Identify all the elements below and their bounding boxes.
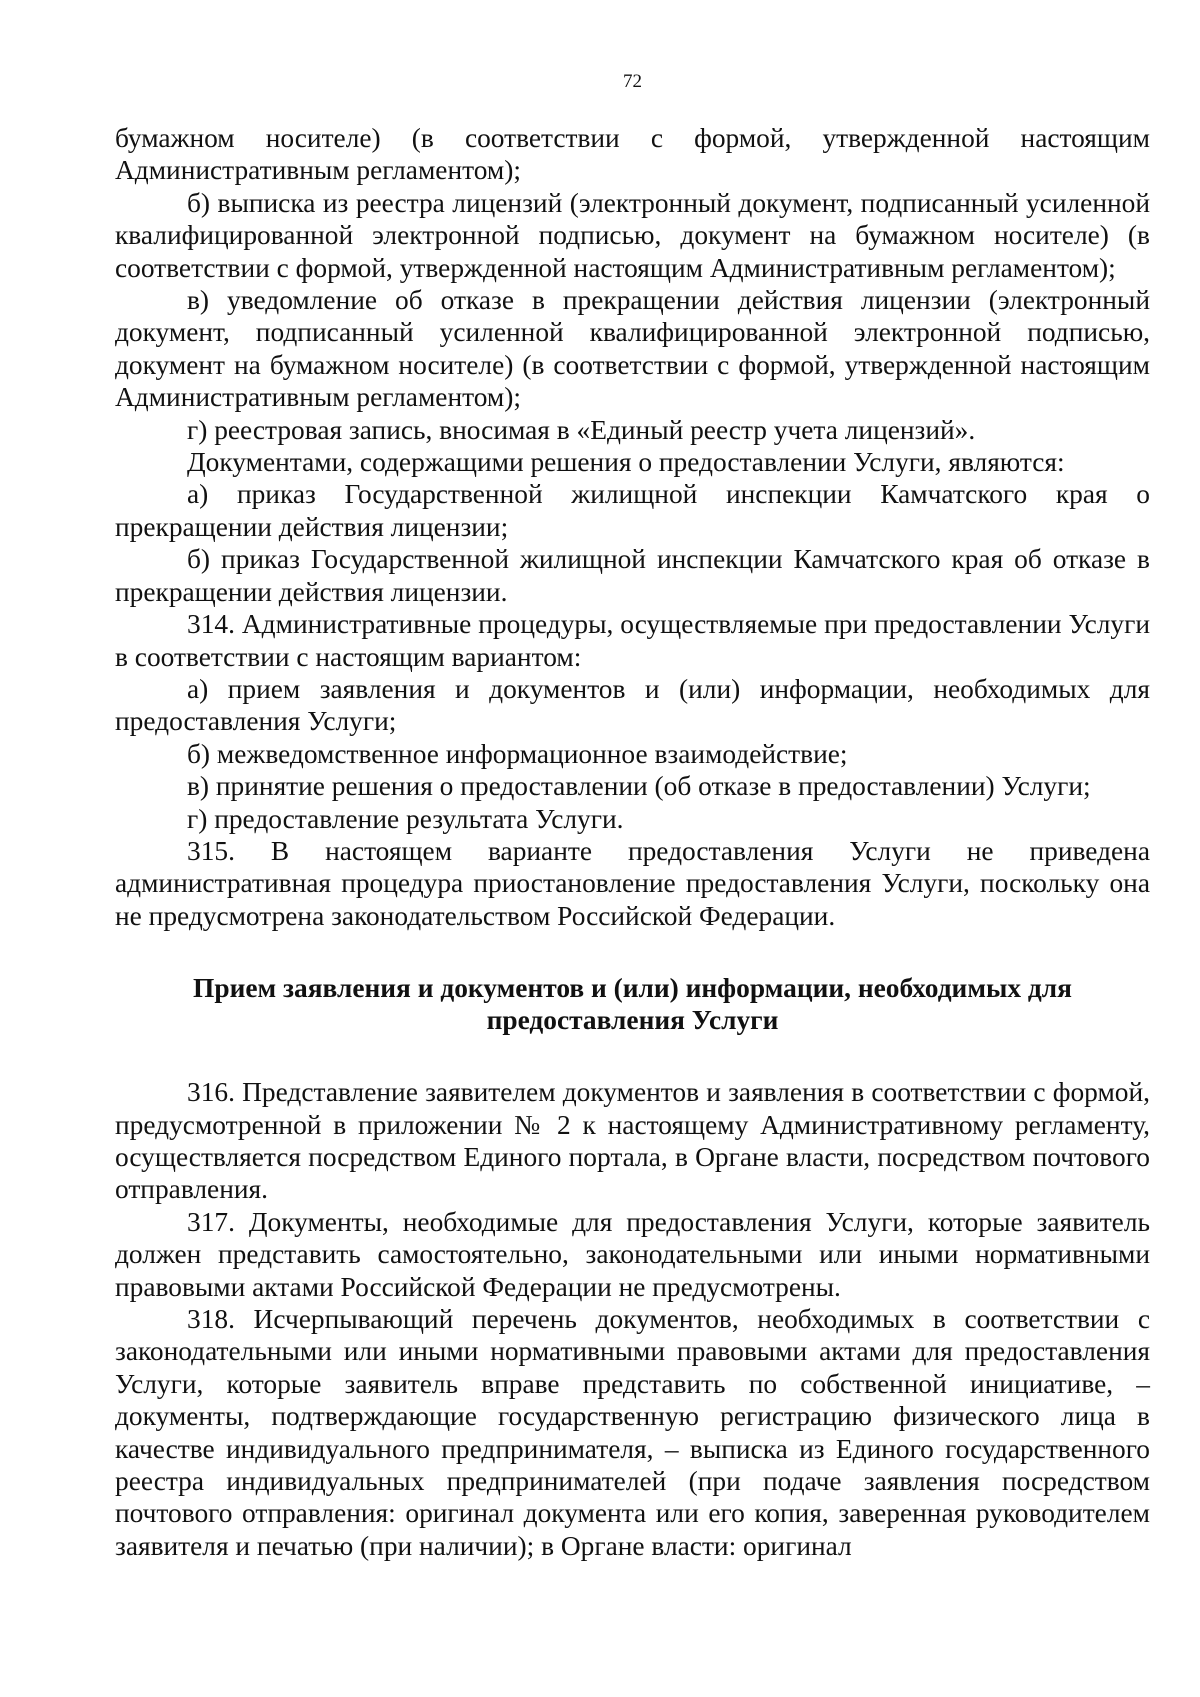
paragraph: б) межведомственное информационное взаимодействие; [187, 738, 848, 769]
paragraph: 317. Документы, необходимые для предоставления Услуги, которые заявитель должен представить самостоятельно, законодательными или иными нормативными правовыми актами Российской Федерации не предусмотрены. [115, 1206, 1150, 1302]
section-heading-line-1: Прием заявления и документов и (или) информации, необходимых для [193, 973, 1072, 1004]
paragraph: бумажном носителе) (в соответствии с формой, утвержденной настоящим Административным регламентом); [115, 123, 1150, 186]
paragraph: 318. Исчерпывающий перечень документов, необходимых в соответствии с законодательными или иными нормативными правовыми актами для предоставления Услуги, которые заявитель вправе представить по собственной инициативе, – документы, подтверждающие государственную регистрацию физического лица в качестве индивидуального предпринимателя, – выписка из Единого государственного реестра индивидуальных предпринимателей (при подаче заявления посредством почтового отправления: оригинал документа или его копия, заверенная руководителем заявителя и печатью (при наличии); в Органе власти: оригинал [115, 1304, 1150, 1561]
paragraph: б) приказ Государственной жилищной инспекции Камчатского края об отказе в прекращении действия лицензии. [115, 544, 1150, 607]
paragraph: Документами, содержащими решения о предоставлении Услуги, являются: [187, 447, 1065, 478]
paragraph: а) приказ Государственной жилищной инспекции Камчатского края о прекращении действия лицензии; [115, 479, 1150, 542]
document-body [115, 122, 1150, 1562]
paragraph: в) уведомление об отказе в прекращении действия лицензии (электронный документ, подписанный усиленной квалифицированной электронной подписью, документ на бумажном носителе) (в соответствии с формой, утвержденной настоящим Административным регламентом); [115, 285, 1150, 413]
page-number: 72 [623, 71, 642, 92]
paragraph: 316. Представление заявителем документов и заявления в соответствии с формой, предусмотренной в приложении № 2 к настоящему Административному регламенту, осуществляется посредством Единого портала, в Органе власти, посредством почтового отправления. [115, 1077, 1150, 1205]
paragraph: 315. В настоящем варианте предоставления Услуги не приведена административная процедура приостановление предоставления Услуги, поскольку она не предусмотрена законодательством Российской Федерации. [115, 835, 1150, 931]
paragraph: а) прием заявления и документов и (или) информации, необходимых для предоставления Услуги; [115, 673, 1150, 737]
paragraph: г) предоставление результата Услуги. [187, 803, 624, 834]
paragraph: б) выписка из реестра лицензий (электронный документ, подписанный усиленной квалифицированной электронной подписью, документ на бумажном носителе) (в соответствии с формой, утвержденной настоящим Административным регламентом); [115, 187, 1150, 283]
section-heading [115, 932, 1150, 1076]
section-heading-line-2: предоставления Услуги [486, 1005, 779, 1036]
paragraph: г) реестровая запись, вносимая в «Единый реестр учета лицензий». [187, 414, 976, 445]
paragraph: 314. Административные процедуры, осуществляемые при предоставлении Услуги в соответствии с настоящим вариантом: [115, 609, 1150, 672]
paragraph: в) принятие решения о предоставлении (об отказе в предоставлении) Услуги; [187, 771, 1091, 802]
